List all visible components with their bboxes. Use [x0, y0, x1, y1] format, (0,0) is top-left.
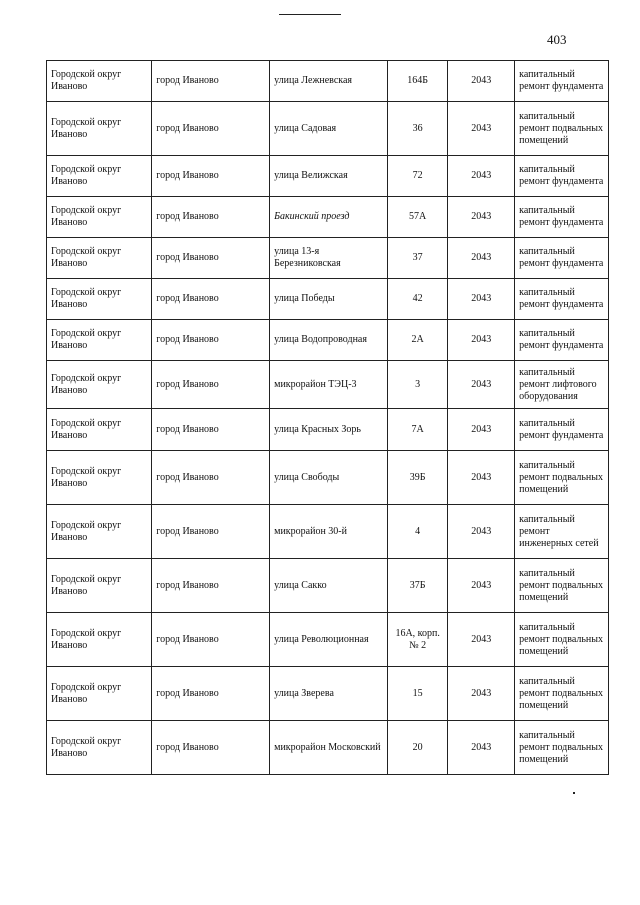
repair-schedule-table — [46, 60, 609, 775]
district-cell: Городской округ Иваново — [47, 667, 152, 721]
district-cell: Городской округ Иваново — [47, 61, 152, 102]
year-cell: 2043 — [448, 279, 515, 320]
district-cell: Городской округ Иваново — [47, 409, 152, 451]
work-cell: капитальный ремонт подвальных помещений — [515, 451, 609, 505]
city-cell: город Иваново — [152, 451, 270, 505]
city-cell: город Иваново — [152, 667, 270, 721]
city-cell: город Иваново — [152, 361, 270, 409]
house-cell: 7А — [387, 409, 447, 451]
table-row — [47, 559, 609, 613]
year-cell: 2043 — [448, 156, 515, 197]
work-cell: капитальный ремонт подвальных помещений — [515, 613, 609, 667]
year-cell: 2043 — [448, 667, 515, 721]
street-cell: улица Велижская — [270, 156, 388, 197]
city-cell: город Иваново — [152, 279, 270, 320]
city-cell: город Иваново — [152, 613, 270, 667]
city-cell: город Иваново — [152, 559, 270, 613]
year-cell: 2043 — [448, 613, 515, 667]
year-cell: 2043 — [448, 238, 515, 279]
top-rule — [279, 14, 341, 15]
work-cell: капитальный ремонт фундамента — [515, 61, 609, 102]
work-cell: капитальный ремонт подвальных помещений — [515, 559, 609, 613]
work-cell: капитальный ремонт фундамента — [515, 197, 609, 238]
district-cell: Городской округ Иваново — [47, 238, 152, 279]
table-row — [47, 361, 609, 409]
street-cell: улица Красных Зорь — [270, 409, 388, 451]
district-cell: Городской округ Иваново — [47, 361, 152, 409]
city-cell: город Иваново — [152, 156, 270, 197]
house-cell: 15 — [387, 667, 447, 721]
house-cell: 57А — [387, 197, 447, 238]
table-row — [47, 197, 609, 238]
page-mark — [573, 792, 575, 794]
table-row — [47, 279, 609, 320]
district-cell: Городской округ Иваново — [47, 721, 152, 775]
street-cell: микрорайон Московский — [270, 721, 388, 775]
district-cell: Городской округ Иваново — [47, 320, 152, 361]
work-cell: капитальный ремонт подвальных помещений — [515, 102, 609, 156]
street-cell: улица Революционная — [270, 613, 388, 667]
year-cell: 2043 — [448, 505, 515, 559]
year-cell: 2043 — [448, 409, 515, 451]
city-cell: город Иваново — [152, 721, 270, 775]
street-cell: улица Сакко — [270, 559, 388, 613]
city-cell: город Иваново — [152, 505, 270, 559]
table-row — [47, 451, 609, 505]
table-row — [47, 238, 609, 279]
table-row — [47, 667, 609, 721]
year-cell: 2043 — [448, 320, 515, 361]
year-cell: 2043 — [448, 451, 515, 505]
table-row — [47, 409, 609, 451]
table-row — [47, 156, 609, 197]
house-cell: 20 — [387, 721, 447, 775]
house-cell: 2А — [387, 320, 447, 361]
house-cell: 4 — [387, 505, 447, 559]
page-number: 403 — [547, 32, 567, 47]
table-row — [47, 613, 609, 667]
house-cell: 72 — [387, 156, 447, 197]
work-cell: капитальный ремонт подвальных помещений — [515, 721, 609, 775]
table-row — [47, 61, 609, 102]
table-row — [47, 102, 609, 156]
work-cell: капитальный ремонт фундамента — [515, 320, 609, 361]
house-cell: 164Б — [387, 61, 447, 102]
street-cell: микрорайон ТЭЦ-3 — [270, 361, 388, 409]
district-cell: Городской округ Иваново — [47, 156, 152, 197]
year-cell: 2043 — [448, 61, 515, 102]
street-cell: улица Свободы — [270, 451, 388, 505]
year-cell: 2043 — [448, 721, 515, 775]
street-cell: улица Зверева — [270, 667, 388, 721]
table-row — [47, 505, 609, 559]
district-cell: Городской округ Иваново — [47, 102, 152, 156]
house-cell: 36 — [387, 102, 447, 156]
house-cell: 42 — [387, 279, 447, 320]
table-row — [47, 320, 609, 361]
city-cell: город Иваново — [152, 320, 270, 361]
district-cell: Городской округ Иваново — [47, 505, 152, 559]
street-cell: улица Садовая — [270, 102, 388, 156]
city-cell: город Иваново — [152, 102, 270, 156]
city-cell: город Иваново — [152, 61, 270, 102]
district-cell: Городской округ Иваново — [47, 197, 152, 238]
house-cell: 37 — [387, 238, 447, 279]
work-cell: капитальный ремонт фундамента — [515, 279, 609, 320]
work-cell: капитальный ремонт фундамента — [515, 409, 609, 451]
street-cell: улица 13-я Березниковская — [270, 238, 388, 279]
table-row — [47, 721, 609, 775]
house-cell: 16А, корп. № 2 — [387, 613, 447, 667]
district-cell: Городской округ Иваново — [47, 613, 152, 667]
city-cell: город Иваново — [152, 197, 270, 238]
city-cell: город Иваново — [152, 238, 270, 279]
year-cell: 2043 — [448, 197, 515, 238]
year-cell: 2043 — [448, 559, 515, 613]
district-cell: Городской округ Иваново — [47, 559, 152, 613]
house-cell: 39Б — [387, 451, 447, 505]
work-cell: капитальный ремонт лифтового оборудования — [515, 361, 609, 409]
street-cell: Бакинский проезд — [270, 197, 388, 238]
house-cell: 3 — [387, 361, 447, 409]
year-cell: 2043 — [448, 361, 515, 409]
district-cell: Городской округ Иваново — [47, 279, 152, 320]
year-cell: 2043 — [448, 102, 515, 156]
street-cell: улица Победы — [270, 279, 388, 320]
house-cell: 37Б — [387, 559, 447, 613]
work-cell: капитальный ремонт инженерных сетей — [515, 505, 609, 559]
street-cell: улица Водопроводная — [270, 320, 388, 361]
district-cell: Городской округ Иваново — [47, 451, 152, 505]
street-cell: улица Лежневская — [270, 61, 388, 102]
street-cell: микрорайон 30-й — [270, 505, 388, 559]
work-cell: капитальный ремонт фундамента — [515, 156, 609, 197]
work-cell: капитальный ремонт подвальных помещений — [515, 667, 609, 721]
work-cell: капитальный ремонт фундамента — [515, 238, 609, 279]
city-cell: город Иваново — [152, 409, 270, 451]
